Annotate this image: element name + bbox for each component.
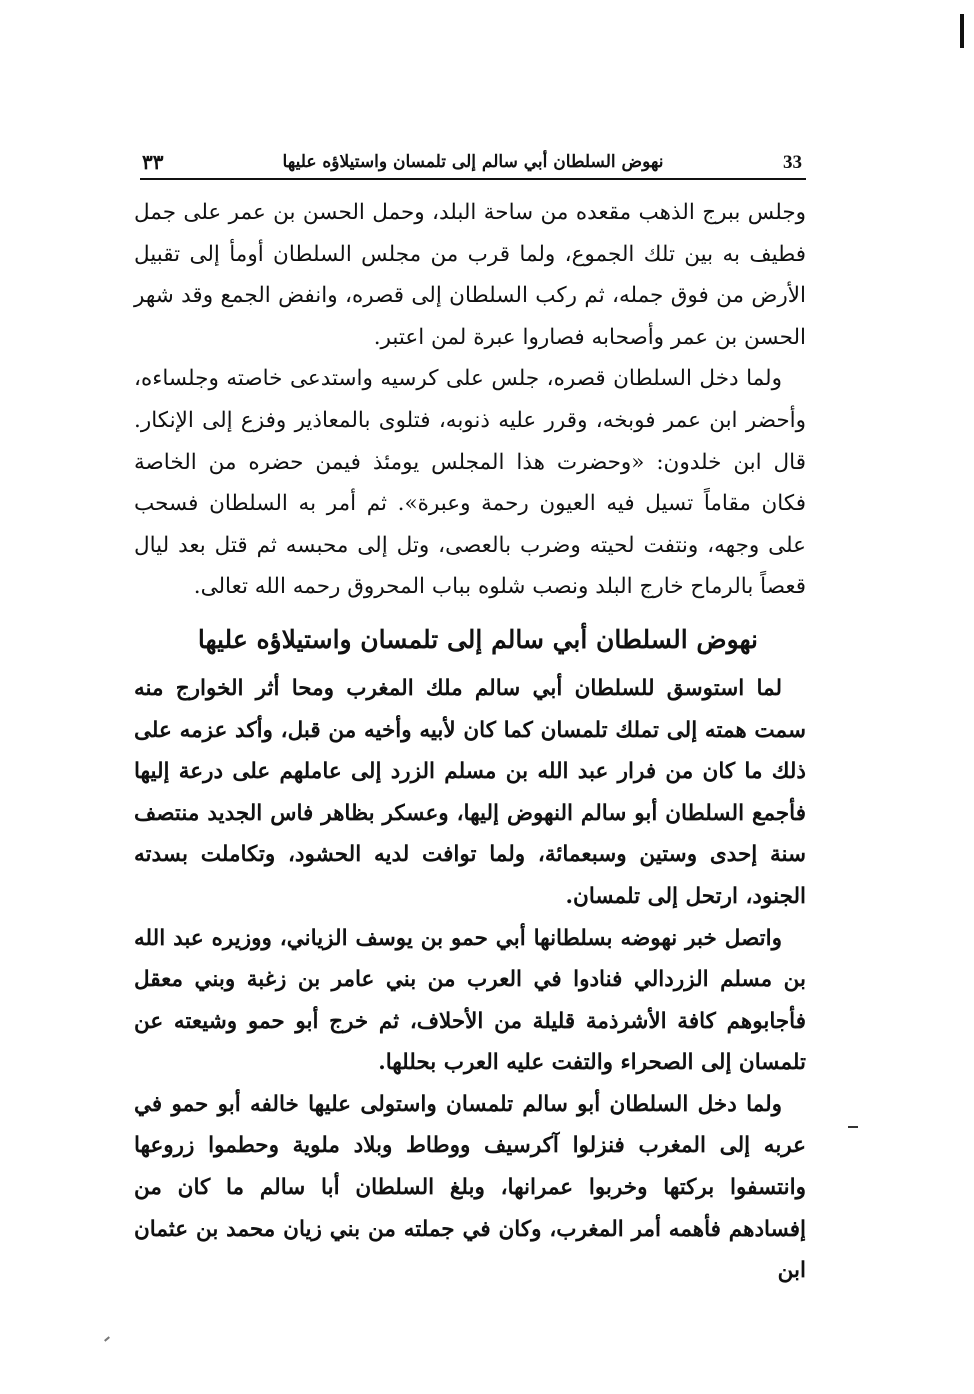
page-number-arabic: ٣٣ (142, 150, 164, 174)
paragraph-1: وجلس ببرج الذهب مقعده من ساحة البلد، وحمل الحسن بن عمر على جمل فطيف به بين تلك الجموع، ولما قرب من مجلس السلطان أومأ إلى تقبيل الأرض من فوق جمله، ثم ركب السلطان إلى قصره، وانفض الجمع وقد شهر الحسن بن عمر وأصحابه فصاروا عبرة لمن اعتبر. (134, 200, 806, 350)
paragraph-2: ولما دخل السلطان قصره، جلس على كرسيه واستدعى خاصته وجلساءه، وأحضر ابن عمر فوبخه، وقرر عليه ذنوبه، فتلوى بالمعاذير وفزع إلى الإنكار. قال ابن خلدون: «وحضرت هذا المجلس يومئذ فيمن حضره من الخاصة فكان مقاماً تسيل فيه العيون رحمة وعبرة». ثم أمر به السلطان فسحب على وجهه، ونتفت لحيته وضرب بالعصى، وتل إلى محبسه ثم قتل بعد ليال قعصاً بالرماح خارج البلد ونصب شلوه بباب المحروق رحمه الله تعالى. (134, 366, 806, 600)
section-heading: نهوض السلطان أبي سالم إلى تلمسان واستيلاؤه عليها (197, 624, 758, 654)
scan-speck (848, 1126, 858, 1128)
section-paragraph-1: لما استوسق للسلطان أبي سالم ملك المغرب ومحا أثر الخوارج منه سمت همته إلى تملك تلمسان كما كان لأبيه وأخيه من قبل، وأكد عزمه على ذلك ما كان من فرار عبد الله بن مسلم الزرد إلى عاملهم على درعة إليها فأجمع السلطان أبو سالم النهوض إليها، وعسكر بظاهر فاس الجديد منتصف سنة إحدى وستين وسبعمائة، ولما توافت لديه الحشود، وتكاملت بسدته الجنود، ارتحل إلى تلمسان. (134, 675, 806, 909)
page-header (140, 146, 806, 180)
running-title: نهوض السلطان أبي سالم إلى تلمسان واستيلاؤه عليها (282, 152, 664, 172)
section-body (134, 668, 806, 1292)
section-paragraph-3: ولما دخل السلطان أبو سالم تلمسان واستولى عليها خالفه أبو حمو في عربه إلى المغرب فنزلوا آكرسيف ووطاط وبلاد ملوية وحطموا زروعها وانتسفوا بركتها وخربوا عمرانها، وبلغ السلطان أبا سالم ما كان من إفسادهم فأهمه أمر المغرب، وكان في جملته من بني زيان محمد بن عثمان ابن (134, 1091, 806, 1284)
page-number-latin: 33 (783, 152, 802, 173)
section-paragraph-2: واتصل خبر نهوضه بسلطانها أبي حمو بن يوسف الزياني، ووزيره عبد الله بن مسلم الزردالي فنادوا في العرب من بني عامر بن زغبة وبني معقل فأجابوهم كافة الأشرذمة قليلة من الأحلاف، ثم خرج أبو حمو وشيعته عن تلمسان إلى الصحراء والتفت عليه العرب بحللها. (134, 925, 806, 1076)
page-edge-mark (960, 14, 964, 48)
header-rule (140, 178, 806, 180)
page-body (134, 192, 806, 1292)
scan-speck (104, 1336, 110, 1341)
